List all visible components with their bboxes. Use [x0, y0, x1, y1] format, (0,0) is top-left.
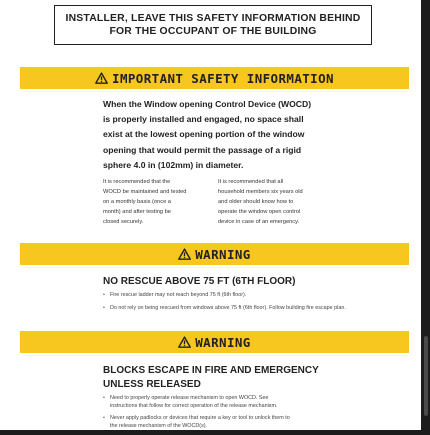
bullet-item: • Do not rely on being rescued from windows above 75 ft (6th floor). Follow building fire escape plan. — [103, 305, 393, 313]
heading-line: BLOCKS ESCAPE IN FIRE AND EMERGENCY — [103, 365, 319, 376]
important-safety-banner — [20, 67, 409, 89]
heading-line: UNLESS RELEASED — [103, 379, 201, 390]
household-recommendation — [218, 177, 326, 227]
blocks-escape-bullets — [103, 395, 313, 435]
blocks-escape-heading — [103, 364, 343, 392]
no-rescue-heading: NO RESCUE ABOVE 75 FT (6TH FLOOR) — [103, 276, 296, 287]
maintenance-recommendation — [103, 177, 211, 227]
bullet-item — [103, 395, 313, 410]
installer-notice-line-2: FOR THE OCCUPANT OF THE BUILDING — [109, 26, 317, 37]
installer-notice-line-1: INSTALLER, LEAVE THIS SAFETY INFORMATION BEHIND — [65, 13, 361, 24]
bullet-item — [103, 415, 313, 430]
scrollbar-thumb[interactable] — [424, 336, 428, 416]
household-line: and older should know how to — [218, 199, 294, 206]
bullet-line: • Never apply padlocks or devices that require a key or tool to unlock them to — [110, 415, 290, 422]
intro-line: When the Window opening Control Device (WOCD) — [103, 99, 312, 109]
maintenance-line: closed securely. — [103, 219, 144, 226]
maintenance-line: on a monthly basis (once a — [103, 199, 171, 206]
maintenance-line: WOCD be maintained and tested — [103, 189, 187, 196]
installer-notice-box — [54, 5, 372, 45]
bullet-line: • Need to properly operate release mechanism to open WOCD. See — [110, 395, 269, 401]
bullet-line: the release mechanism of the WOCD(s). — [110, 422, 208, 429]
no-rescue-bullets — [103, 292, 393, 317]
household-line: household members six years old — [218, 189, 303, 196]
bullet-item: • Fire rescue ladder may not reach beyond 75 ft (6th floor). — [103, 292, 393, 300]
bullet-line: instructions that follow for correct operation of the release mechanism. — [110, 402, 278, 409]
household-line: device in case of an emergency. — [218, 219, 300, 226]
intro-line: is properly installed and engaged, no space shall — [103, 114, 304, 125]
warning-triangle-icon — [178, 248, 191, 260]
maintenance-line: month) and after testing be — [103, 209, 171, 216]
important-safety-title: IMPORTANT SAFETY INFORMATION — [112, 70, 334, 86]
household-line: It is recommended that all — [218, 179, 284, 185]
intro-line: exist at the lowest opening portion of the window — [103, 129, 305, 140]
warning-triangle-icon — [178, 336, 191, 348]
warning-triangle-icon — [95, 72, 108, 84]
vertical-scrollbar[interactable] — [421, 0, 430, 430]
intro-line: sphere 4.0 in (102mm) in diameter. — [103, 159, 244, 170]
household-line: operate the window open control — [218, 209, 301, 216]
warning-label: WARNING — [195, 334, 251, 350]
warning-banner-rescue — [20, 243, 409, 265]
warning-label: WARNING — [195, 246, 251, 262]
intro-paragraph — [103, 97, 343, 173]
maintenance-line: It is recommended that the — [103, 179, 171, 185]
warning-banner-escape — [20, 331, 409, 353]
intro-line: opening that would permit the passage of a rigid — [103, 144, 302, 155]
